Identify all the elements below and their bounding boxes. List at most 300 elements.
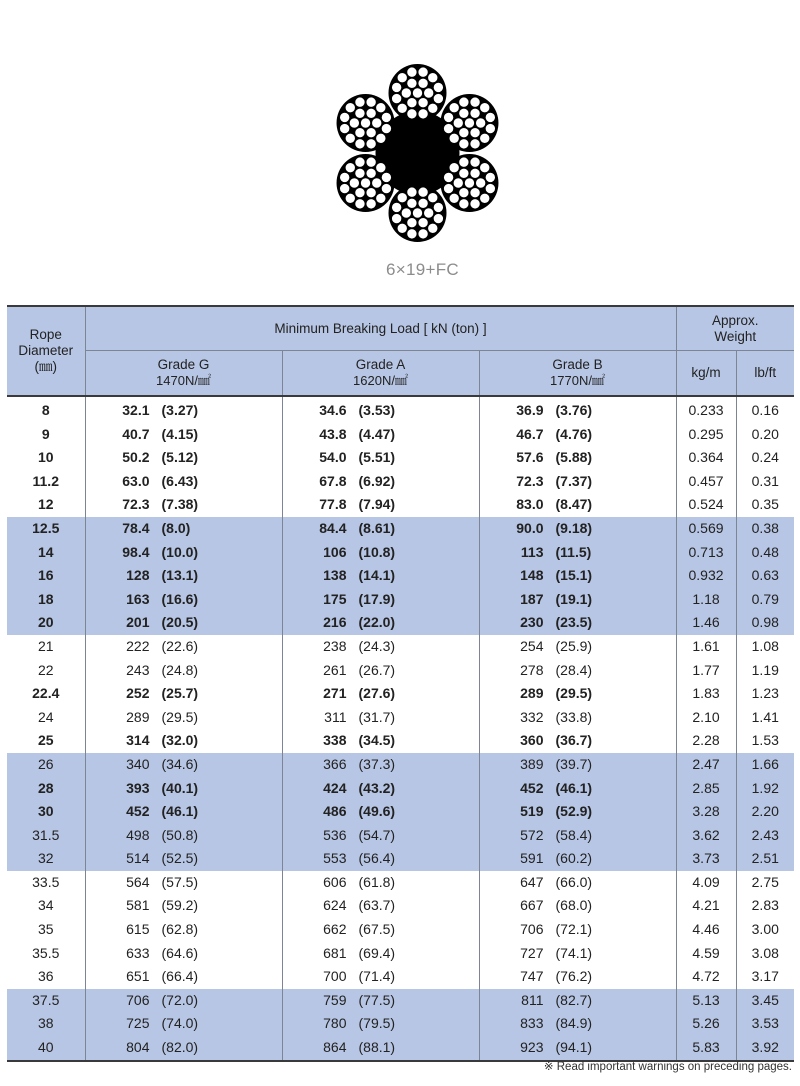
grade-b-load-cell — [479, 1012, 676, 1036]
table-body — [7, 396, 794, 1061]
grade-b-load-cell — [479, 659, 676, 683]
rope-diameter-cell: 33.5 — [32, 873, 60, 890]
grade-g-header — [85, 351, 282, 397]
load-ton: (24.3) — [358, 637, 396, 654]
grade-b-load-cell — [479, 493, 676, 517]
wire — [427, 72, 438, 83]
load-kn: 759 — [323, 991, 347, 1008]
rope-diameter-cell: 32 — [7, 847, 85, 871]
grade-a-load-cell — [282, 493, 479, 517]
load-kn: 615 — [126, 921, 150, 938]
wire — [339, 172, 350, 183]
grade-a-load-cell — [282, 824, 479, 848]
grade-a-load-cell — [282, 541, 479, 565]
load-ton: (27.6) — [358, 685, 396, 702]
wire — [407, 78, 418, 89]
load-ton: (33.8) — [555, 708, 593, 725]
wire — [339, 112, 350, 123]
grade-g-load-cell — [85, 800, 282, 824]
load-kn: 662 — [323, 921, 347, 938]
load-kn: 811 — [521, 991, 544, 1008]
grade-b-load-cell — [479, 541, 676, 565]
weight-lb-cell: 2.43 — [736, 824, 794, 848]
wire — [459, 187, 470, 198]
weight-lb-cell: 2.20 — [736, 800, 794, 824]
grade-a-load-cell — [282, 800, 479, 824]
grade-g-load-cell — [85, 564, 282, 588]
weight-kg-cell: 2.85 — [676, 777, 736, 801]
mbl-header: Minimum Breaking Load [ kN (ton) ] — [85, 306, 676, 351]
wire — [418, 198, 429, 209]
load-ton: (61.8) — [358, 873, 396, 890]
load-kn: 261 — [323, 661, 347, 678]
weight-lb-cell: 1.53 — [736, 729, 794, 753]
load-kn: 360 — [520, 732, 544, 749]
grade-a-load-cell — [282, 1036, 479, 1061]
grade-a-load-cell — [282, 423, 479, 447]
weight-lb-cell: 2.83 — [736, 894, 794, 918]
weight-lb-cell: 3.17 — [736, 965, 794, 989]
grade-a-load-cell — [282, 918, 479, 942]
wire — [345, 162, 356, 173]
load-ton: (26.7) — [358, 661, 396, 678]
strand — [440, 154, 498, 212]
weight-kg-cell: 0.364 — [676, 446, 736, 470]
load-ton: (31.7) — [358, 708, 396, 725]
load-kn: 289 — [520, 685, 544, 702]
wire — [470, 157, 481, 168]
wire — [366, 199, 377, 210]
wire — [459, 97, 470, 108]
weight-lb-cell: 3.45 — [736, 989, 794, 1013]
wire — [397, 223, 408, 234]
wire — [401, 208, 412, 219]
rope-diameter-unit: (㎜) — [34, 359, 57, 374]
table-row — [7, 847, 794, 871]
wire-rope-cross-section — [330, 58, 505, 248]
grade-a-load-cell — [282, 753, 479, 777]
load-kn: 34.6 — [319, 402, 347, 418]
load-kn: 271 — [323, 685, 347, 702]
grade-b-load-cell — [479, 894, 676, 918]
weight-lb-cell: 0.35 — [736, 493, 794, 517]
wire — [391, 82, 402, 93]
load-ton: (69.4) — [358, 944, 396, 961]
grade-a-load-cell — [282, 682, 479, 706]
wire — [345, 193, 356, 204]
wire — [459, 199, 470, 210]
wire — [355, 97, 366, 108]
load-ton: (40.1) — [161, 779, 199, 796]
wire — [423, 208, 434, 219]
load-kn: 314 — [126, 732, 150, 749]
load-ton: (74.0) — [161, 1015, 199, 1032]
load-kn: 84.4 — [319, 519, 347, 536]
grade-b-load-cell — [479, 918, 676, 942]
load-kn: 163 — [126, 590, 150, 607]
grade-a-load-cell — [282, 942, 479, 966]
wire — [355, 168, 366, 179]
load-kn: 498 — [126, 826, 150, 843]
rope-diameter-cell: 20 — [7, 611, 85, 635]
load-kn: 389 — [520, 755, 544, 772]
load-kn: 424 — [323, 779, 347, 796]
grade-g-load-cell — [85, 824, 282, 848]
grade-g-load-cell — [85, 847, 282, 871]
weight-lb-cell: 0.20 — [736, 423, 794, 447]
load-ton: (84.9) — [555, 1015, 593, 1032]
rope-diameter-cell: 35 — [37, 921, 54, 938]
table-row — [7, 470, 794, 494]
weight-kg-cell: 3.73 — [676, 847, 736, 871]
wire — [371, 178, 382, 189]
load-kn: 113 — [520, 543, 544, 560]
load-kn: 338 — [323, 732, 347, 749]
rope-diameter-cell: 16 — [7, 564, 85, 588]
load-kn: 923 — [520, 1039, 544, 1056]
weight-label: Approx. Weight — [712, 312, 759, 344]
grade-a-load-cell — [282, 470, 479, 494]
load-kn: 519 — [520, 803, 544, 820]
grade-g-load-cell — [85, 894, 282, 918]
wire — [479, 193, 490, 204]
warning-footnote: ※ Read important warnings on preceding pages. — [543, 1061, 792, 1073]
rope-diameter-cell: 31.5 — [7, 824, 85, 848]
wire — [407, 229, 418, 240]
wire — [366, 187, 377, 198]
rope-diameter-cell: 12 — [37, 496, 54, 513]
weight-lb-cell: 2.51 — [736, 847, 794, 871]
load-kn: 72.3 — [122, 496, 150, 513]
load-ton: (36.7) — [555, 732, 593, 749]
load-kn: 624 — [323, 897, 347, 914]
wire — [412, 208, 423, 219]
load-kn: 32.1 — [122, 402, 150, 418]
table-row — [7, 800, 794, 824]
weight-kg-cell: 0.524 — [676, 493, 736, 517]
wire — [339, 183, 350, 194]
load-kn: 606 — [323, 873, 347, 890]
table-row — [7, 753, 794, 777]
weight-kg-cell: 1.46 — [676, 611, 736, 635]
grade-b-load-cell — [479, 423, 676, 447]
table-row — [7, 918, 794, 942]
grade-g-load-cell — [85, 989, 282, 1013]
table-row — [7, 493, 794, 517]
grade-a-load-cell — [282, 517, 479, 541]
load-kn: 222 — [126, 637, 150, 654]
load-kn: 804 — [126, 1039, 150, 1056]
load-kn: 564 — [126, 873, 150, 890]
wire — [459, 127, 470, 138]
grade-g-load-cell — [85, 446, 282, 470]
weight-kg-cell: 4.21 — [676, 894, 736, 918]
wire — [407, 67, 418, 78]
wire — [366, 108, 377, 119]
wire — [470, 187, 481, 198]
load-ton: (29.5) — [161, 708, 199, 725]
wire — [366, 168, 377, 179]
wire — [397, 103, 408, 114]
weight-kg-cell: 0.569 — [676, 517, 736, 541]
grade-g-load-cell — [85, 942, 282, 966]
load-kn: 452 — [520, 779, 544, 796]
wire — [485, 112, 496, 123]
load-kn: 63.0 — [122, 472, 150, 489]
wire — [443, 172, 454, 183]
grade-b-load-cell — [479, 706, 676, 730]
grade-b-load-cell — [479, 446, 676, 470]
grade-a-load-cell — [282, 965, 479, 989]
load-kn: 201 — [126, 614, 150, 631]
load-ton: (29.5) — [555, 685, 593, 702]
wire — [443, 123, 454, 134]
table-row — [7, 564, 794, 588]
load-ton: (76.2) — [555, 968, 593, 985]
rope-diameter-cell: 38 — [7, 1012, 85, 1036]
load-ton: (63.7) — [358, 897, 396, 914]
wire — [391, 202, 402, 213]
wire — [376, 162, 387, 173]
grade-b-load-cell — [479, 753, 676, 777]
grade-g-load-cell — [85, 470, 282, 494]
weight-kg-cell: 5.13 — [676, 989, 736, 1013]
wire — [345, 102, 356, 113]
load-kn: 553 — [323, 850, 347, 867]
load-ton: (34.6) — [161, 755, 199, 772]
weight-kg-cell: 0.932 — [676, 564, 736, 588]
grade-g-load-cell — [85, 753, 282, 777]
wire — [479, 133, 490, 144]
grade-b-load-cell — [479, 777, 676, 801]
grade-g-load-cell — [85, 965, 282, 989]
rope-construction-caption: 6×19+FC — [386, 260, 459, 279]
load-ton: (10.8) — [358, 543, 396, 560]
load-kn: 486 — [323, 803, 347, 820]
load-kn: 633 — [126, 944, 150, 961]
load-ton: (7.38) — [161, 496, 199, 513]
strand — [389, 184, 447, 242]
load-ton: (57.5) — [161, 873, 199, 890]
table-row — [7, 396, 794, 423]
load-kn: 43.8 — [319, 425, 347, 442]
grade-b-load-cell — [479, 847, 676, 871]
load-kn: 681 — [323, 944, 347, 961]
wire — [381, 183, 392, 194]
load-ton: (59.2) — [161, 897, 199, 914]
table-row — [7, 446, 794, 470]
load-kn: 536 — [323, 826, 347, 843]
load-ton: (25.9) — [555, 637, 593, 654]
load-ton: (16.6) — [161, 590, 199, 607]
weight-lb-cell: 2.75 — [736, 871, 794, 895]
load-ton: (43.2) — [358, 779, 396, 796]
wire — [449, 162, 460, 173]
wire — [427, 223, 438, 234]
load-ton: (14.1) — [358, 567, 396, 584]
load-kn: 72.3 — [516, 472, 544, 489]
grade-a-header — [282, 351, 479, 397]
load-kn: 572 — [520, 826, 544, 843]
load-ton: (3.27) — [161, 402, 199, 418]
load-kn: 332 — [520, 708, 544, 725]
grade-g-load-cell — [85, 918, 282, 942]
wire — [459, 108, 470, 119]
load-ton: (46.1) — [555, 779, 593, 796]
load-kn: 106 — [323, 543, 347, 560]
breaking-load-table — [7, 305, 794, 1062]
rope-diameter-cell: 28 — [7, 777, 85, 801]
grade-b-load-cell — [479, 729, 676, 753]
weight-header — [676, 306, 794, 351]
load-ton: (22.6) — [161, 637, 199, 654]
wire — [418, 67, 429, 78]
grade-g-load-cell — [85, 423, 282, 447]
wire — [470, 168, 481, 179]
wire — [433, 82, 444, 93]
load-kn: 187 — [520, 590, 544, 607]
load-ton: (66.0) — [555, 873, 593, 890]
wire — [475, 118, 486, 129]
wire — [355, 199, 366, 210]
wire — [397, 192, 408, 203]
wire — [381, 123, 392, 134]
wire — [485, 183, 496, 194]
load-ton: (4.76) — [555, 425, 593, 442]
grade-b-load-cell — [479, 1036, 676, 1061]
grade-g-load-cell — [85, 659, 282, 683]
load-kn: 289 — [126, 708, 150, 725]
grade-b-load-cell — [479, 965, 676, 989]
wire — [464, 118, 475, 129]
wire — [391, 213, 402, 224]
load-kn: 67.8 — [319, 472, 347, 489]
table-row — [7, 659, 794, 683]
weight-kg-cell: 4.46 — [676, 918, 736, 942]
table-row — [7, 541, 794, 565]
grade-b-strength: 1770N/㎟ — [550, 373, 605, 388]
strand — [440, 94, 498, 152]
load-ton: (8.61) — [358, 519, 396, 536]
load-kn: 706 — [126, 991, 150, 1008]
load-ton: (32.0) — [161, 732, 199, 749]
wire — [360, 118, 371, 129]
weight-kg-cell: 3.62 — [676, 824, 736, 848]
lb-per-ft-header: lb/ft — [736, 351, 794, 397]
rope-diameter-cell: 37.5 — [7, 989, 85, 1013]
weight-lb-cell: 3.53 — [736, 1012, 794, 1036]
load-kn: 57.6 — [516, 449, 544, 466]
grade-a-load-cell — [282, 396, 479, 423]
grade-b-name: Grade B — [552, 357, 603, 372]
load-kn: 647 — [520, 873, 544, 890]
wire — [427, 192, 438, 203]
load-ton: (28.4) — [555, 661, 593, 678]
load-ton: (62.8) — [161, 921, 199, 938]
rope-diameter-cell: 34 — [37, 897, 54, 914]
grade-b-load-cell — [479, 871, 676, 895]
wire — [407, 109, 418, 120]
wire — [349, 178, 360, 189]
grade-g-load-cell — [85, 777, 282, 801]
weight-kg-cell: 1.83 — [676, 682, 736, 706]
grade-a-load-cell — [282, 777, 479, 801]
rope-diameter-cell: 9 — [41, 425, 50, 442]
load-kn: 393 — [126, 779, 150, 796]
table-row — [7, 1012, 794, 1036]
rope-diameter-label: Rope Diameter — [18, 327, 74, 358]
load-ton: (56.4) — [358, 850, 396, 867]
grade-a-load-cell — [282, 1012, 479, 1036]
wire — [485, 123, 496, 134]
grade-b-load-cell — [479, 942, 676, 966]
wire — [433, 93, 444, 104]
load-kn: 216 — [323, 614, 347, 631]
wire — [376, 102, 387, 113]
load-ton: (13.1) — [161, 567, 199, 584]
grade-b-load-cell — [479, 517, 676, 541]
table-row — [7, 729, 794, 753]
grade-g-strength: 1470N/㎟ — [156, 373, 211, 388]
table-row — [7, 824, 794, 848]
weight-kg-cell: 1.18 — [676, 588, 736, 612]
grade-b-load-cell — [479, 989, 676, 1013]
load-kn: 651 — [126, 968, 150, 985]
load-ton: (64.6) — [161, 944, 199, 961]
table-row — [7, 588, 794, 612]
table-row — [7, 942, 794, 966]
grade-b-load-cell — [479, 564, 676, 588]
load-ton: (68.0) — [555, 897, 593, 914]
wire — [453, 178, 464, 189]
wire — [418, 229, 429, 240]
load-ton: (50.8) — [161, 826, 199, 843]
load-kn: 452 — [126, 803, 150, 820]
wire — [470, 108, 481, 119]
grade-b-load-cell — [479, 396, 676, 423]
wire — [470, 97, 481, 108]
grade-b-load-cell — [479, 611, 676, 635]
wire — [371, 118, 382, 129]
load-kn: 98.4 — [122, 543, 150, 560]
load-kn: 780 — [323, 1015, 347, 1032]
load-ton: (17.9) — [358, 590, 396, 607]
wire — [479, 162, 490, 173]
load-ton: (34.5) — [358, 732, 396, 749]
load-ton: (24.8) — [161, 661, 199, 678]
weight-kg-cell: 0.457 — [676, 470, 736, 494]
load-kn: 40.7 — [122, 425, 150, 442]
grade-g-load-cell — [85, 588, 282, 612]
rope-diameter-cell: 22 — [37, 661, 54, 678]
grade-g-load-cell — [85, 1036, 282, 1061]
wire — [470, 127, 481, 138]
load-ton: (94.1) — [555, 1039, 593, 1056]
weight-kg-cell: 4.72 — [676, 965, 736, 989]
wire — [366, 127, 377, 138]
grade-b-load-cell — [479, 470, 676, 494]
load-kn: 36.9 — [516, 402, 544, 418]
wire — [470, 199, 481, 210]
grade-a-load-cell — [282, 446, 479, 470]
rope-diameter-cell: 21 — [37, 637, 54, 654]
load-ton: (8.0) — [161, 519, 191, 536]
wire — [339, 123, 350, 134]
grade-g-load-cell — [85, 1012, 282, 1036]
grade-g-load-cell — [85, 635, 282, 659]
grade-g-load-cell — [85, 611, 282, 635]
wire — [418, 97, 429, 108]
